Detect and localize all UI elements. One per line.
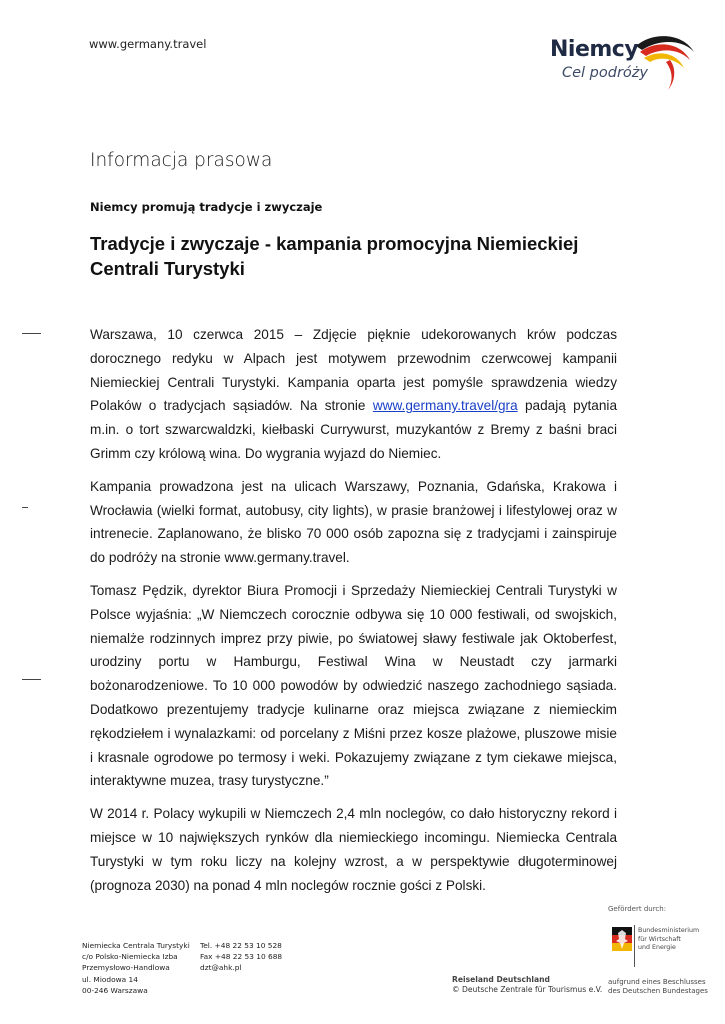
- swoosh-logo-icon: [630, 30, 698, 92]
- phone: Tel. +48 22 53 10 528: [200, 941, 282, 950]
- footer-contact: [200, 940, 282, 974]
- reiseland-title: Reiseland Deutschland: [452, 975, 550, 984]
- game-link[interactable]: www.germany.travel/gra: [372, 398, 518, 414]
- resolution-line: aufgrund eines Beschlusses: [608, 978, 706, 986]
- resolution-note: [608, 978, 708, 996]
- logo-name: Niemcy: [550, 37, 639, 62]
- paragraph-1-text: Warszawa, 10 czerwca 2015 – Zdjęcie pięknie udekorowanych krów podczas dorocznego redyku w Alpach jest motywem przewodnim czerwcowej kampanii Niemieckiej Centrali Turystyki. Kampania oparta jest pomyśle sprawdzenia wiedzy Polaków o tradycjach sąsiadów. Na stronie: [90, 327, 617, 414]
- paragraph-3: Tomasz Pędzik, dyrektor Biura Promocji i Sprzedaży Niemieckiej Centrali Turystyki w Polsce wyjaśnia: „W Niemczech corocznie odbywa się 10 000 festiwali, od swojskich, niemalże rodzinnych imprez przy piwie, po światowej sławy festiwale jak Oktoberfest, urodziny portu w Hamburgu, Festiwal Wina w Neustadt czy jarmarki bożonarodzeniowe. To 10 000 powodów by odwiedzić naszego zachodniego sąsiada. Dodatkowo prezentujemy tradycje kulinarne oraz miejsca związane z niemieckim rękodziełem i wynalazkami: od porcelany z Miśni przez kosze plażowe, pluszowe misie i krasnale ogrodowe po termosy i weki. Pokazujemy związane z tym ciekawe miejsca, interaktywne muzea, trasy turystyczne.”: [90, 582, 617, 789]
- resolution-line: des Deutschen Bundestages: [608, 987, 708, 995]
- niemcy-logo: [548, 28, 698, 92]
- logo-tagline: Cel podróży: [562, 65, 648, 81]
- reiseland-credit: [452, 975, 602, 995]
- paragraph-1-text-end: padają pytania m.in. o tort szwarcwaldzki, kiełbaski Currywurst, muzykantów z Bremy z baśni braci Grimm czy królową wina. Do wygrania wyjazd do Niemiec.: [90, 398, 617, 461]
- address-line: c/o Polsko-Niemiecka Izba: [82, 952, 178, 962]
- reiseland-copyright: © Deutsche Zentrale für Tourismus e.V.: [452, 985, 603, 994]
- sponsor-caption: Gefördert durch:: [608, 905, 667, 913]
- ministry-line: Bundesministerium: [638, 927, 700, 934]
- margin-mark: [22, 507, 28, 508]
- subheading: Niemcy promują tradycje i zwyczaje: [90, 200, 323, 214]
- headline: Tradycje i zwyczaje - kampania promocyjna Niemieckiej Centrali Turystyki: [90, 233, 579, 279]
- address-line: ul. Miodowa 14: [82, 974, 138, 984]
- address-line: Przemysłowo-Handlowa: [82, 963, 170, 973]
- address-line: Niemiecka Centrala Turystyki: [82, 941, 190, 950]
- sponsor-block: [600, 905, 712, 1005]
- document-kind: Informacja prasowa: [90, 150, 273, 171]
- ministry-line: für Wirtschaft: [638, 935, 681, 943]
- federal-eagle-icon: [612, 927, 632, 953]
- ministry-name: [638, 927, 699, 953]
- paragraph-1: [90, 323, 617, 466]
- email: dzt@ahk.pl: [200, 963, 242, 973]
- paragraph-4: W 2014 r. Polacy wykupili w Niemczech 2,4 mln noclegów, co dało historyczny rekord i miejsce w 10 największych rynków dla niemieckiego incomingu. Niemiecka Centrala Turystyki w tym roku liczy na kolejny wzrost, a w perspektywie długoterminowej (prognoza 2030) na ponad 4 mln noclegów rocznie gości z Polski.: [90, 806, 617, 893]
- ministry-rule: [634, 925, 635, 967]
- margin-mark: [22, 333, 41, 334]
- article-body: [90, 323, 617, 906]
- ministry-line: und Energie: [638, 944, 676, 952]
- header-url: www.germany.travel: [89, 37, 207, 51]
- fax: Fax +48 22 53 10 688: [200, 952, 283, 962]
- margin-mark: [22, 679, 41, 680]
- footer-address: [82, 940, 190, 996]
- address-line: 00-246 Warszawa: [82, 985, 148, 995]
- paragraph-2: Kampania prowadzona jest na ulicach Warszawy, Poznania, Gdańska, Krakowa i Wrocławia (wielki format, autobusy, city lights), w prasie branżowej i lifestylowej oraz w intrenecie. Zaplanowano, że blisko 70 000 osób zapozna się z tradycjami i zainspiruje do podróży na stronie www.germany.travel.: [90, 478, 617, 566]
